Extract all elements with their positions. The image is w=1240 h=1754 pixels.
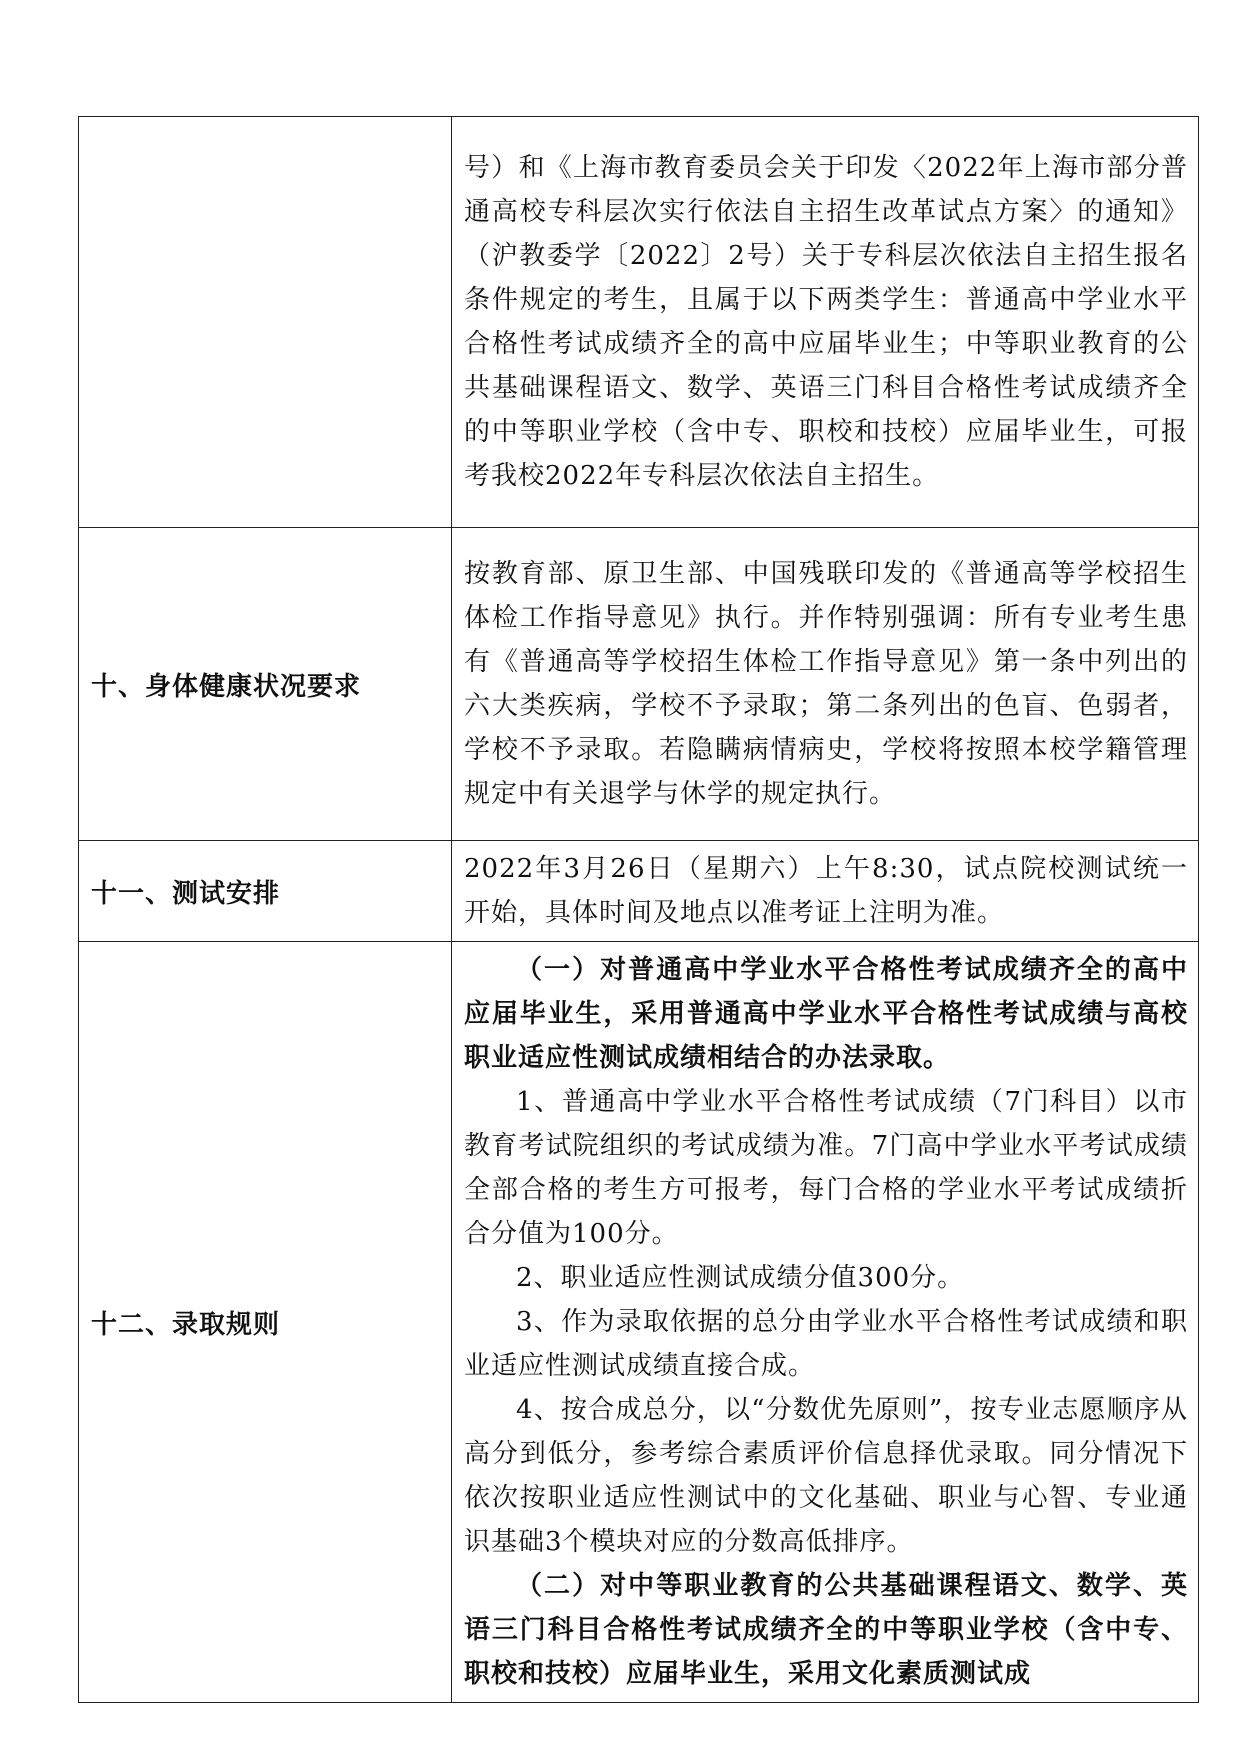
admission-rules-content-cell [452,942,1199,1703]
test-schedule-content-cell [452,841,1199,942]
rule-item-4: 4、按合成总分，以“分数优先原则”，按专业志愿顺序从高分到低分，参考综合素质评价信息择优录取。同分情况下依次按职业适应性测试中的文化基础、职业与心智、专业通识基础3个模块对应的分数高低排序。 [464,1395,1188,1557]
table-row-health-requirements [79,528,1199,841]
health-paragraph: 按教育部、原卫生部、中国残联印发的《普通高等学校招生体检工作指导意见》执行。并作特别强调：所有专业考生患有《普通高等学校招生体检工作指导意见》第一条中列出的六大类疾病，学校不予录取；第二条列出的色盲、色弱者，学校不予录取。若隐瞒病情病史，学校将按照本校学籍管理规定中有关退学与休学的规定执行。 [464,559,1188,809]
rule-section-two-heading: （二）对中等职业教育的公共基础课程语文、数学、英语三门科目合格性考试成绩齐全的中等职业学校（含中专、职校和技校）应届毕业生，采用文化素质测试成 [464,1571,1188,1689]
row-label-admission-rules: 十二、录取规则 [79,942,452,1703]
table-row-admission-rules [79,942,1199,1703]
table-row-test-schedule [79,841,1199,942]
rule-item-3: 3、作为录取依据的总分由学业水平合格性考试成绩和职业适应性测试成绩直接合成。 [464,1307,1188,1381]
rule-item-2: 2、职业适应性测试成绩分值300分。 [516,1263,965,1293]
eligibility-paragraph: 号）和《上海市教育委员会关于印发〈2022年上海市部分普通高校专科层次实行依法自主招生改革试点方案〉的通知》（沪教委学〔2022〕2号）关于专科层次依法自主招生报名条件规定的考生，且属于以下两类学生：普通高中学业水平合格性考试成绩齐全的高中应届毕业生；中等职业教育的公共基础课程语文、数学、英语三门科目合格性考试成绩齐全的中等职业学校（含中专、职校和技校）应届毕业生，可报考我校2022年专科层次依法自主招生。 [464,153,1188,491]
rule-section-one-heading: （一）对普通高中学业水平合格性考试成绩齐全的高中应届毕业生，采用普通高中学业水平合格性考试成绩与高校职业适应性测试成绩相结合的办法录取。 [464,955,1188,1073]
rule-item-1: 1、普通高中学业水平合格性考试成绩（7门科目）以市教育考试院组织的考试成绩为准。7门高中学业水平考试成绩全部合格的考生方可报考，每门合格的学业水平考试成绩折合分值为100分。 [464,1087,1188,1249]
row-label-test-schedule: 十一、测试安排 [79,841,452,942]
health-content-cell [452,528,1199,841]
row-label-empty [79,117,452,528]
table-row-eligibility-continued [79,117,1199,528]
admission-rules-table [78,116,1199,1703]
eligibility-content-cell [452,117,1199,528]
row-label-health-requirements: 十、身体健康状况要求 [79,528,452,841]
test-schedule-paragraph: 2022年3月26日（星期六）上午8:30，试点院校测试统一开始，具体时间及地点以准考证上注明为准。 [464,854,1188,928]
